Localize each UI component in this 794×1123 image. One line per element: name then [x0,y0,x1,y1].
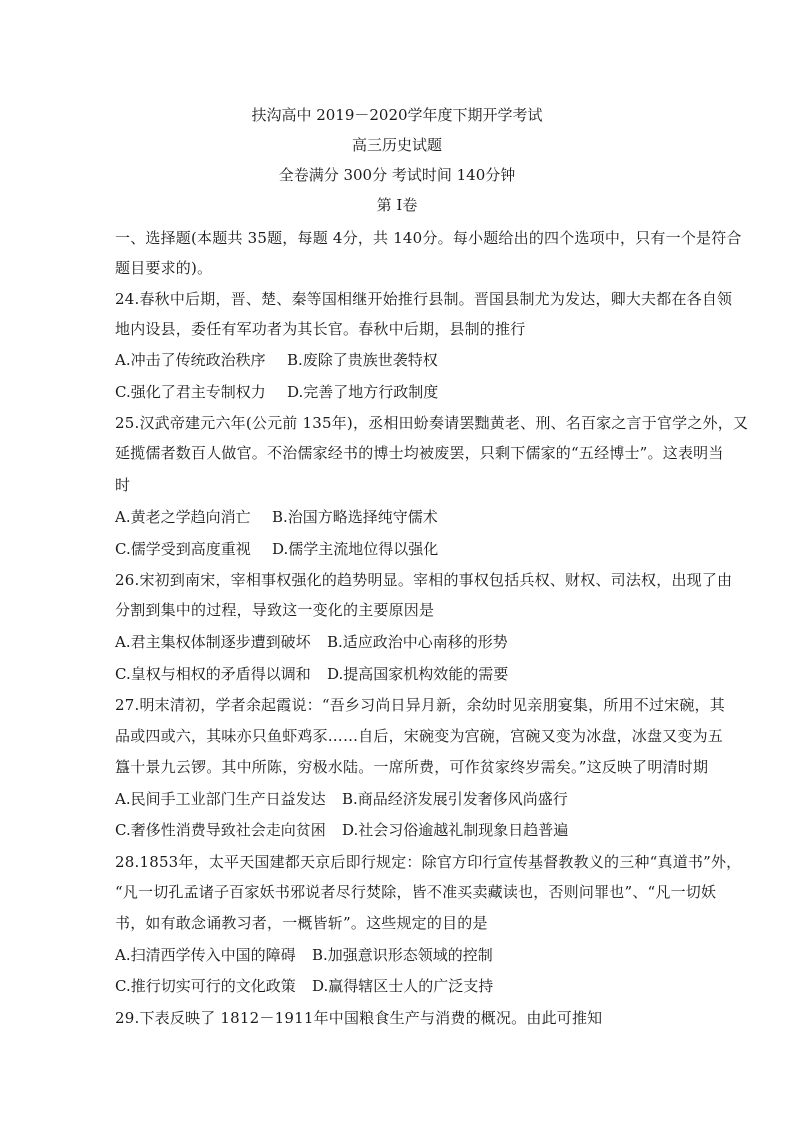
q26-stem-line-1: 26.宋初到南宋，宰相事权强化的趋势明显。宰相的事权包括兵权、财权、司法权，出现了由 [115,571,733,589]
q28-option-b[interactable]: B.加强意识形态领域的控制 [312,946,493,964]
section-instructions-line-1: 一、选择题(本题共 35题，每题 4分，共 140分。每小题给出的四个选项中，只有一个是符合 [115,229,742,247]
q27-stem-line-3: 簋十景九云锣。其中所陈，穷极水陆。一席所费，可作贫家终岁需矣。”这反映了明清时期 [115,758,709,776]
q25-stem-line-3: 时 [115,476,131,494]
subject-title: 高三历史试题 [351,136,442,154]
q28-stem-line-2: “凡一切孔孟诸子百家妖书邪说者尽行焚除，皆不准买卖藏读也，否则问罪也”、“凡一切妖 [115,883,717,901]
q27-option-b[interactable]: B.商品经济发展引发奢侈风尚盛行 [342,790,568,808]
q25-stem-line-2: 延揽儒者数百人做官。不治儒家经书的博士均被废罢，只剩下儒家的“五经博士”。这表明当 [115,444,724,462]
q24-option-b[interactable]: B.废除了贵族世袭特权 [287,351,438,369]
q27-option-c[interactable]: C.奢侈性消费导致社会走向贫困 [115,821,326,839]
q24-option-c[interactable]: C.强化了君主专制权力 [115,383,266,401]
q26-option-b[interactable]: B.适应政治中心南移的形势 [327,633,508,651]
q25-option-b[interactable]: B.治国方略选择纯守儒术 [272,508,438,526]
q26-option-c[interactable]: C.皇权与相权的矛盾得以调和 [115,665,311,683]
score-time-info: 全卷满分 300分 考试时间 140分钟 [278,166,516,184]
q24-option-a[interactable]: A.冲击了传统政治秩序 [115,351,266,369]
q28-option-c[interactable]: C.推行切实可行的文化政策 [115,977,296,995]
q25-option-a[interactable]: A.黄老之学趋向消亡 [115,508,251,526]
q28-stem-line-1: 28.1853年，太平天国建都天京后即行规定：除官方印行宣传基督教教义的三种“真道书”外， [115,853,742,871]
q27-option-d[interactable]: D.社会习俗逾越礼制现象日趋普遍 [342,821,569,839]
q27-stem-line-1: 27.明末清初，学者余起霞说：“吾乡习尚日异月新，余幼时见亲朋宴集，所用不过宋碗，其 [115,696,725,714]
exam-title: 扶沟高中 2019－2020学年度下期开学考试 [251,106,543,124]
q25-option-d[interactable]: D.儒学主流地位得以强化 [272,540,439,558]
q27-option-a[interactable]: A.民间手工业部门生产日益发达 [115,790,326,808]
q26-option-d[interactable]: D.提高国家机构效能的需要 [327,665,509,683]
q24-stem-line-1: 24.春秋中后期，晋、楚、秦等国相继开始推行县制。晋国县制尤为发达，卿大夫都在各自领 [115,290,733,308]
q27-stem-line-2: 品或四或六，其味亦只鱼虾鸡豕……自后，宋碗变为宫碗，宫碗又变为冰盘，冰盘又变为五 [115,727,724,745]
q26-stem-line-2: 分割到集中的过程，导致这一变化的主要原因是 [115,601,435,619]
q25-option-c[interactable]: C.儒学受到高度重视 [115,540,251,558]
q25-stem-line-1: 25.汉武帝建元六年(公元前 135年)，丞相田蚡奏请罢黜黄老、刑、名百家之言于官学之外，又 [115,414,749,432]
q29-stem-line-1: 29.下表反映了 1812－1911年中国粮食生产与消费的概况。由此可推知 [115,1009,603,1027]
q24-option-d[interactable]: D.完善了地方行政制度 [287,383,439,401]
q28-option-a[interactable]: A.扫清西学传入中国的障碍 [115,946,296,964]
q28-option-d[interactable]: D.赢得辖区士人的广泛支持 [312,977,494,995]
q26-option-a[interactable]: A.君主集权体制逐步遭到破坏 [115,633,311,651]
volume-label: 第 I卷 [376,196,418,214]
q24-stem-line-2: 地内设县，委任有军功者为其长官。春秋中后期，县制的推行 [115,320,526,338]
section-instructions-line-2: 题目要求的)。 [115,259,213,277]
q28-stem-line-3: 书，如有敢念诵教习者，一概皆斩”。这些规定的目的是 [115,914,488,932]
